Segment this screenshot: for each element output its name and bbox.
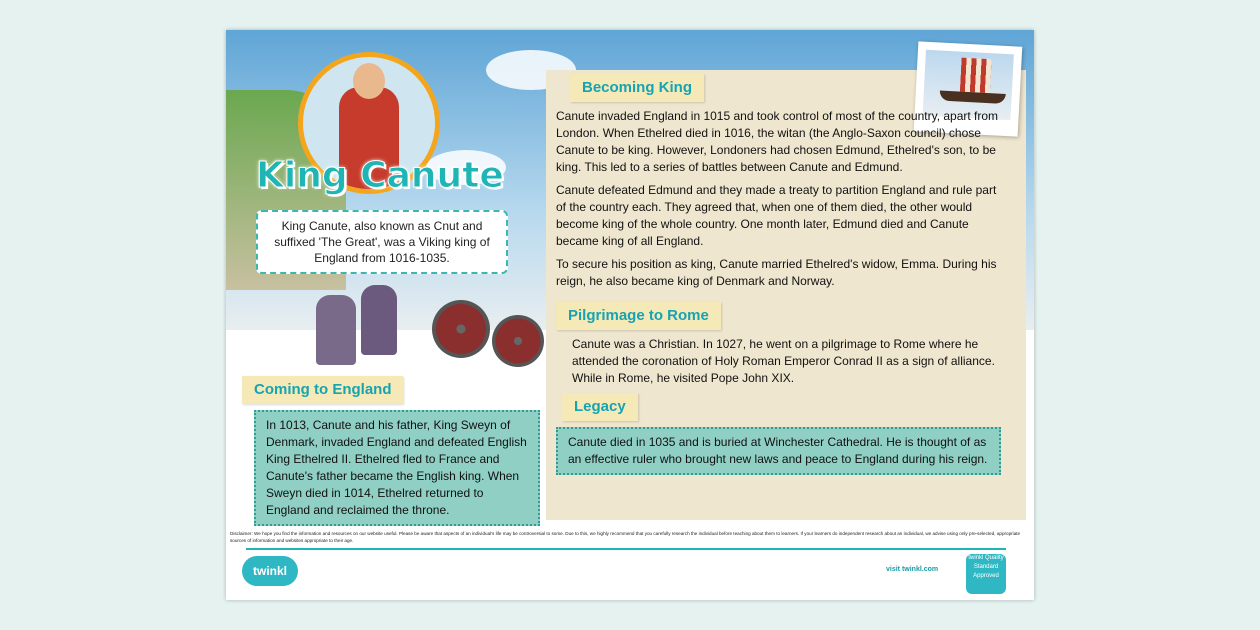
becoming-king-p1: Canute invaded England in 1015 and took control of most of the country, apart from London. When Ethelred died in 1016, the witan (the Anglo-Saxon council) chose Canute to be king. However, Londoners had chosen Edmund, Ethelred's son, to be king. This led to a series of battles between Canute and Edmund.	[556, 109, 999, 174]
heading-legacy: Legacy	[562, 393, 638, 421]
becoming-king-p3: To secure his position as king, Canute married Ethelred's widow, Emma. During his reign, he also became king of Denmark and Norway.	[556, 257, 997, 288]
right-column	[556, 74, 1001, 475]
heading-coming-to-england: Coming to England	[242, 376, 403, 404]
quality-badge: twinkl Quality Standard Approved	[966, 554, 1006, 594]
pilgrimage-text: Canute was a Christian. In 1027, he went on a pilgrimage to Rome where he attended the coronation of Holy Roman Emperor Conrad II as a sign of alliance. While in Rome, he visited Pope John XIX.	[572, 337, 995, 385]
footer-divider	[246, 548, 1006, 550]
legacy-box: Canute died in 1035 and is buried at Winchester Cathedral. He is thought of as an effective ruler who brought new laws and peace to England during his reign.	[556, 427, 1001, 475]
page-title: King Canute	[256, 155, 504, 196]
twinkl-logo[interactable]: twinkl	[242, 556, 298, 586]
heading-pilgrimage: Pilgrimage to Rome	[556, 302, 721, 330]
disclaimer-text: Disclaimer: We hope you find the information and resources on our website useful. Please be aware that aspects of an individual's life may be controversial to some. Due to this, we highly recommend that you carefully research the individual before teaching about them to learners. If your learners do independent research about an individual, we advise using only pre-selected, appropriate sources of information and websites appropriate to their age.	[230, 531, 1021, 543]
heading-becoming-king: Becoming King	[570, 74, 704, 102]
visit-twinkl-link[interactable]: visit twinkl.com	[886, 566, 939, 573]
viking-battle-illustration	[306, 275, 546, 375]
coming-to-england-box: In 1013, Canute and his father, King Sweyn of Denmark, invaded England and defeated English King Ethelred II. Ethelred fled to France and Canute's father became the English king. When Sweyn died in 1014, Ethelred returned to England and reclaimed the throne.	[254, 410, 540, 526]
fact-sheet-page	[226, 30, 1034, 600]
intro-box: King Canute, also known as Cnut and suffixed 'The Great', was a Viking king of England from 1016-1035.	[256, 210, 508, 274]
becoming-king-p2: Canute defeated Edmund and they made a treaty to partition England and rule part of the country each. They agreed that, when one of them died, the other would become king of the whole country. One month later, Edmund died and Canute became king of all England.	[556, 183, 997, 248]
